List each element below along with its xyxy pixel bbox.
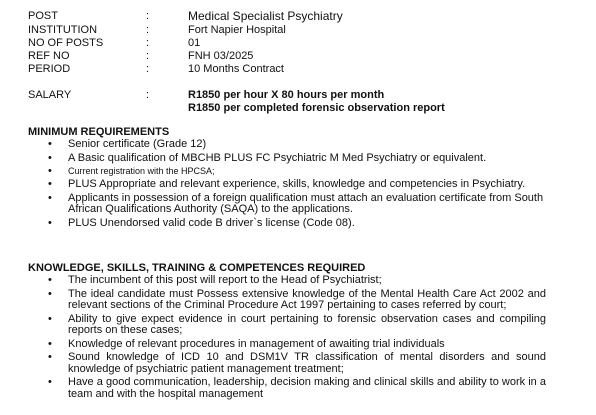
- colon: :: [146, 10, 150, 22]
- bullet-icon: •: [48, 191, 52, 204]
- colon: :: [146, 89, 150, 101]
- institution-label: INSTITUTION: [28, 24, 98, 36]
- list-item: [0, 352, 546, 375]
- salary-value-line1: R1850 per hour X 80 hours per month: [188, 89, 385, 101]
- list-item-text: PLUS Unendorsed valid code B driver`s license (Code 08).: [68, 216, 355, 229]
- bullet-icon: •: [48, 337, 52, 350]
- list-item-text: Have a good communication, leadership, decision making and clinical skills and ability to work in a team and with the hospital management: [68, 376, 546, 400]
- list-item: [0, 275, 546, 287]
- minimum-requirements-heading: MINIMUM REQUIREMENTS: [28, 126, 170, 138]
- list-item-text: PLUS Appropriate and relevant experience, skills, knowledge and competencies in Psychiatry.: [68, 178, 526, 190]
- list-item: [0, 289, 546, 312]
- post-label: POST: [28, 10, 58, 22]
- list-item: [0, 377, 546, 400]
- bullet-icon: •: [48, 287, 52, 300]
- institution-value: Fort Napier Hospital: [188, 24, 286, 36]
- no-of-posts-label: NO OF POSTS: [28, 37, 104, 49]
- ref-no-label: REF NO: [28, 50, 70, 62]
- list-item: [0, 218, 546, 230]
- list-item-text: A Basic qualification of MBCHB PLUS FC Psychiatric M Med Psychiatry or equivalent.: [68, 151, 487, 164]
- list-item: [0, 139, 546, 151]
- colon: :: [146, 24, 150, 36]
- list-item: [0, 179, 546, 191]
- period-label: PERIOD: [28, 63, 71, 75]
- bullet-icon: •: [48, 151, 52, 164]
- list-item-text: Senior certificate (Grade 12): [68, 138, 207, 150]
- bullet-icon: •: [48, 165, 52, 177]
- list-item: [0, 314, 546, 337]
- list-item: [0, 153, 546, 165]
- list-item: [0, 166, 546, 176]
- list-item: [0, 339, 546, 351]
- colon: :: [146, 50, 150, 62]
- no-of-posts-value: 01: [188, 37, 201, 49]
- knowledge-heading: KNOWLEDGE, SKILLS, TRAINING & COMPETENCES REQUIRED: [28, 262, 366, 274]
- salary-label: SALARY: [28, 89, 72, 101]
- minimum-requirements-list: [0, 139, 596, 229]
- list-item-text: The incumbent of this post will report to the Head of Psychiatrist;: [68, 274, 382, 286]
- bullet-icon: •: [48, 274, 52, 286]
- knowledge-list: [0, 275, 596, 400]
- list-item-text: Knowledge of relevant procedures in management of awaiting trial individuals: [68, 337, 445, 350]
- list-item-text: Current registration with the HPCSA;: [68, 166, 215, 176]
- bullet-icon: •: [48, 178, 52, 190]
- list-item-text: Sound knowledge of ICD 10 and DSM1V TR classification of mental disorders and sound knowledge of psychiatric patient management treatment;: [68, 351, 546, 375]
- period-value: 10 Months Contract: [188, 63, 284, 75]
- colon: :: [146, 37, 150, 49]
- salary-value-line2: R1850 per completed forensic observation report: [188, 102, 445, 114]
- bullet-icon: •: [48, 216, 52, 229]
- colon: :: [146, 63, 150, 75]
- ref-no-value: FNH 03/2025: [188, 50, 254, 62]
- list-item: [0, 193, 546, 216]
- post-value: Medical Specialist Psychiatry: [188, 9, 343, 23]
- bullet-icon: •: [48, 138, 52, 150]
- list-item-text: The ideal candidate must Possess extensive knowledge of the Mental Health Care Act 2002 and relevant sections of the Criminal Procedure Act 1997 pertaining to cases referred by court;: [68, 287, 546, 311]
- bullet-icon: •: [48, 376, 52, 388]
- bullet-icon: •: [48, 312, 52, 325]
- list-item-text: Applicants in possession of a foreign qualification must attach an evaluation certificate from South African Qualifications Authority (SAQA) to the applications.: [68, 191, 544, 215]
- bullet-icon: •: [48, 351, 52, 363]
- list-item-text: Ability to give expect evidence in court pertaining to forensic observation cases and compiling reports on these cases;: [68, 312, 546, 336]
